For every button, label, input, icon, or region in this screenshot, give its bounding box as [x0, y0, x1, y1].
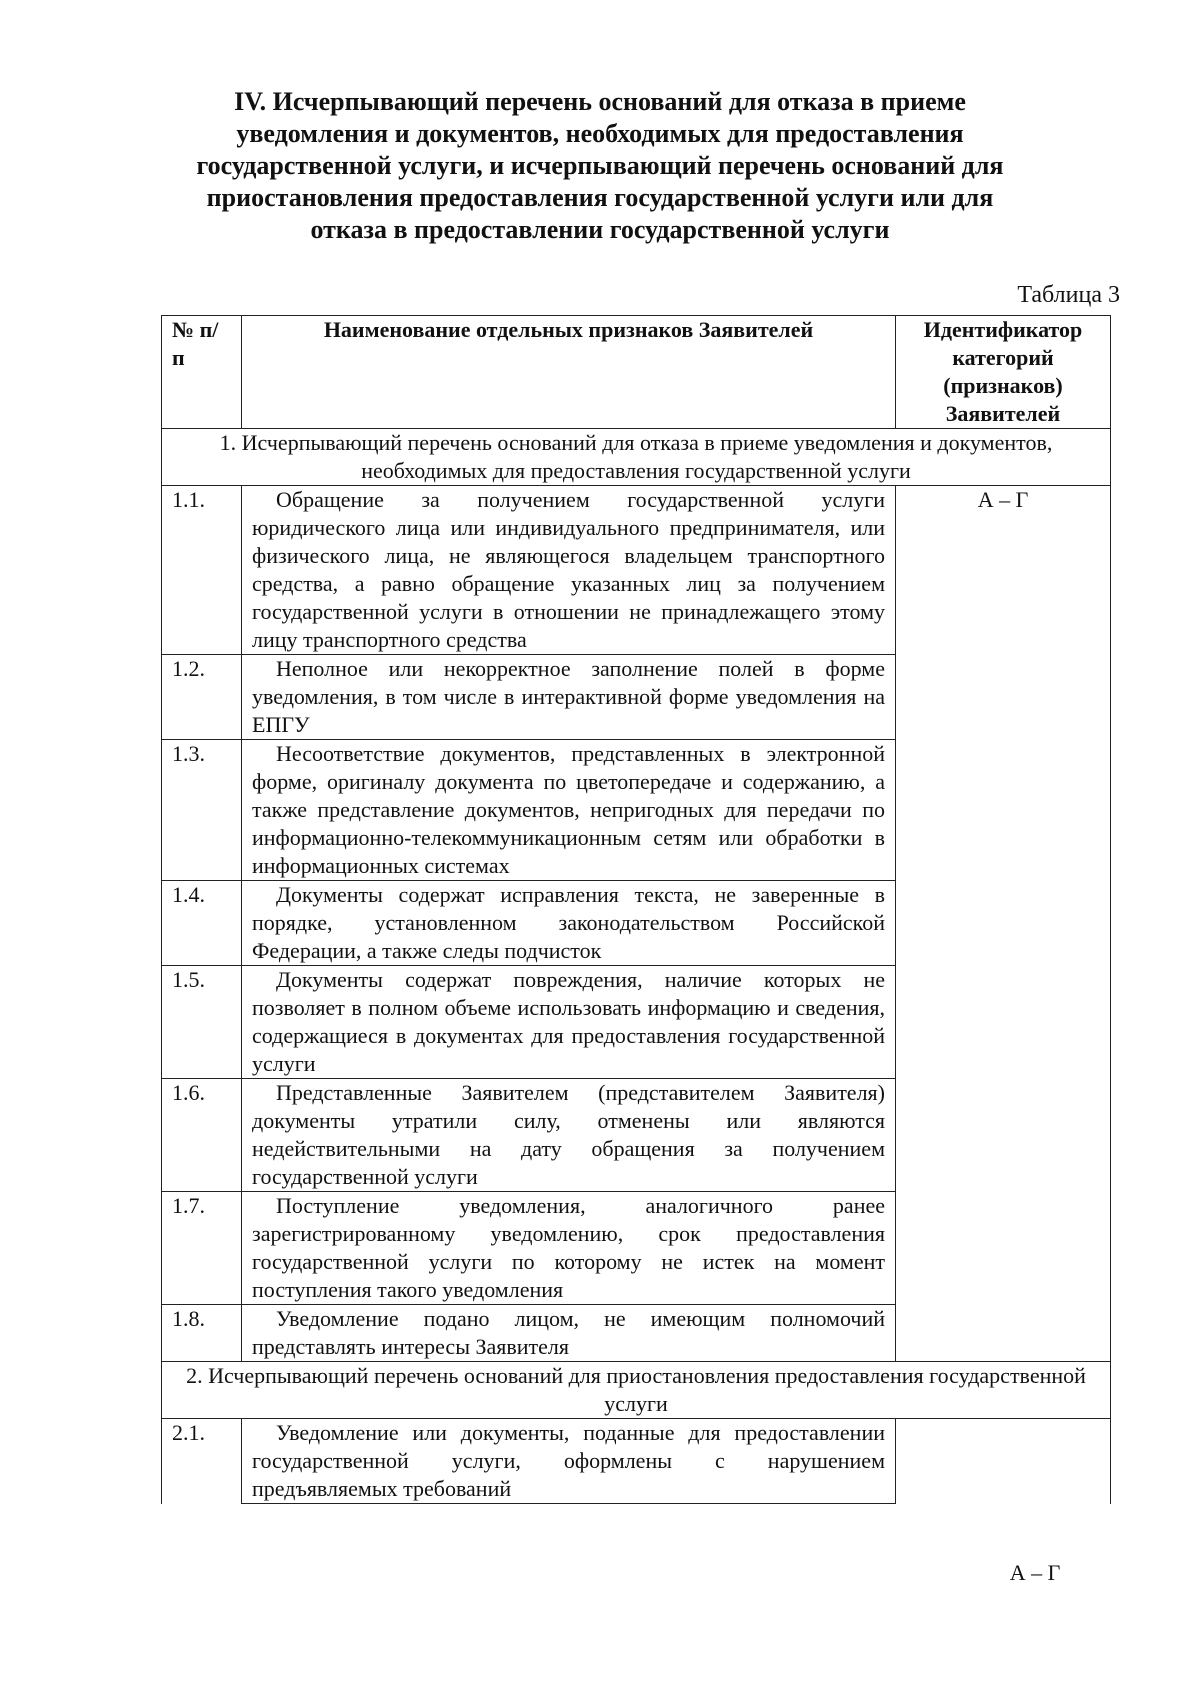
heading-line: приостановления предоставления государственной услуги или для: [206, 183, 994, 212]
section-row: [162, 429, 1111, 486]
row-text: Представленные Заявителем (представителем Заявителя) документы утратили силу, отменены или являются недействительными на дату обращения за получением государственной услуги: [242, 1079, 896, 1192]
row-number: 1.5.: [162, 966, 242, 1079]
table-header-row: [162, 316, 1111, 429]
row-number: 1.3.: [162, 740, 242, 881]
section-1-identifier: А – Г: [896, 486, 1111, 1362]
section-row: [162, 1362, 1111, 1419]
section-2-identifier-cell: [896, 1419, 1111, 1504]
row-text: Поступление уведомления, аналогичного ранее зарегистрированному уведомлению, срок предоставления государственной услуги по которому не истек на момент поступления такого уведомления: [242, 1192, 896, 1305]
row-number: 1.6.: [162, 1079, 242, 1192]
row-text: Документы содержат повреждения, наличие которых не позволяет в полном объеме использовать информацию и сведения, содержащиеся в документах для предоставления государственной услуги: [242, 966, 896, 1079]
row-text: Документы содержат исправления текста, не заверенные в порядке, установленном законодательством Российской Федерации, а также следы подчисток: [242, 881, 896, 966]
row-number: 1.4.: [162, 881, 242, 966]
table-row: [162, 1419, 1111, 1504]
header-name: Наименование отдельных признаков Заявителей: [242, 316, 896, 429]
heading-line: уведомления и документов, необходимых для предоставления: [236, 119, 964, 148]
row-number: 1.1.: [162, 486, 242, 655]
row-number: 1.7.: [162, 1192, 242, 1305]
heading-line: государственной услуги, и исчерпывающий перечень оснований для: [196, 151, 1004, 180]
section-2-title: 2. Исчерпывающий перечень оснований для приостановления предоставления государственной услуги: [162, 1362, 1111, 1419]
row-text: Уведомление подано лицом, не имеющим полномочий представлять интересы Заявителя: [242, 1305, 896, 1362]
table-row: [162, 486, 1111, 655]
header-num: № п/п: [162, 316, 242, 429]
row-number: 1.2.: [162, 655, 242, 740]
section-2-identifier: А – Г: [1009, 1560, 1061, 1585]
row-number: 1.8.: [162, 1305, 242, 1362]
header-identifier: Идентификатор категорий (признаков) Заявителей: [896, 316, 1111, 429]
row-text: Неполное или некорректное заполнение полей в форме уведомления, в том числе в интерактивной форме уведомления на ЕПГУ: [242, 655, 896, 740]
section-1-title: 1. Исчерпывающий перечень оснований для отказа в приеме уведомления и документов, необходимых для предоставления государственной услуги: [162, 429, 1111, 486]
grounds-table: [161, 315, 1111, 1504]
row-text: Обращение за получением государственной услуги юридического лица или индивидуального предпринимателя, или физического лица, не являющегося владельцем транспортного средства, а равно обращение указанных лиц за получением государственной услуги в отношении не принадлежащего этому лицу транспортного средства: [242, 486, 896, 655]
row-number: 2.1.: [162, 1419, 242, 1504]
heading-line: отказа в предоставлении государственной услуги: [310, 215, 890, 244]
section-heading: [150, 86, 1050, 246]
table-caption: Таблица 3: [1017, 282, 1120, 308]
row-text: Уведомление или документы, поданные для предоставлении государственной услуги, оформлены с нарушением предъявляемых требований: [242, 1419, 896, 1504]
row-text: Несоответствие документов, представленных в электронной форме, оригиналу документа по цветопередаче и содержанию, а также представление документов, непригодных для передачи по информационно-телекоммуникационным сетям или обработки в информационных системах: [242, 740, 896, 881]
heading-line: IV. Исчерпывающий перечень оснований для отказа в приеме: [234, 87, 966, 116]
